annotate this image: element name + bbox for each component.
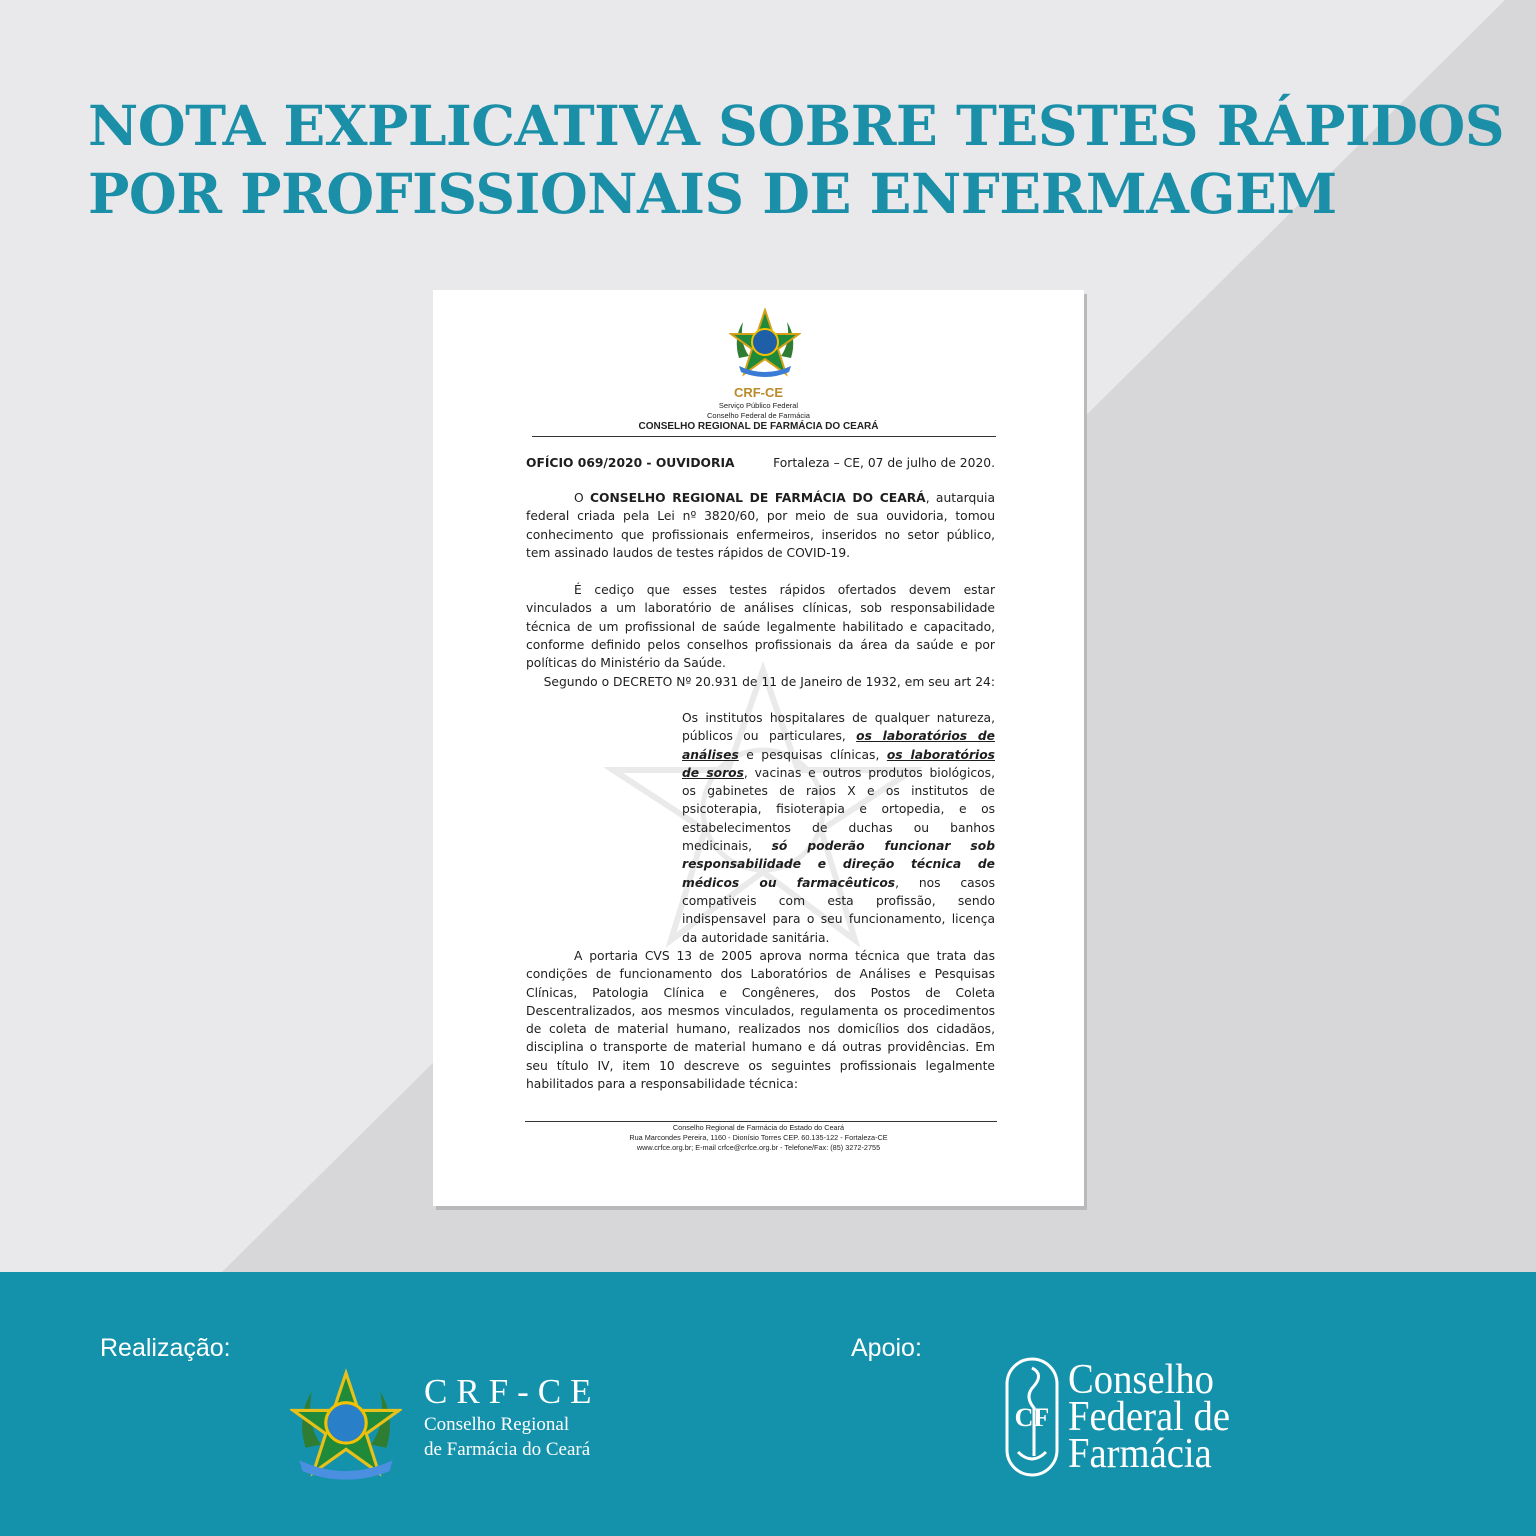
svg-text:CF: CF [1014,1403,1050,1432]
header-divider [532,436,996,437]
document-reference-line [526,454,995,472]
document-footer [433,1123,1084,1153]
p1-post: , autarquia federal criada pela Lei nº 3820/60, por meio de sua ouvidoria, tomou conhecimento que profissionais enfermeiros, inseridos no setor público, tem assinado laudos de testes rápidos de COVID-19. [526,491,995,560]
brazil-coat-of-arms-icon [729,308,801,380]
p4-text: A portaria CVS 13 de 2005 aprova norma técnica que trata das condições de funcionamento dos Laboratórios de Análises e Pesquisas Clínicas, Patologia Clínica e Congêneres, dos Postos de Coleta Descentralizados, aos mesmos vinculados, regulamenta os procedimentos de coleta de material humano, realizados nos domicílios dos cidadãos, disciplina o transporte de material humano e dá outras providências. Em seu título IV, item 10 descreve os seguintes profissionais legalmente habilitados para a responsabilidade técnica: [526,949,995,1092]
footer-band [0,1272,1536,1536]
quote-s3: e pesquisas clínicas, [738,747,887,762]
crf-ce-logo [424,1372,601,1462]
crf-ce-name: CRF-CE [424,1372,601,1411]
footer-line-2: Rua Marcondes Pereira, 1160 - Dionísio Torres CEP. 60.135-122 - Fortaleza-CE [629,1133,888,1142]
crf-ce-line-2: de Farmácia do Ceará [424,1439,591,1460]
title-line-1: NOTA EXPLICATIVA SOBRE TESTES RÁPIDOS [88,93,1505,158]
realizacao-label: Realização: [100,1334,231,1362]
header-line-1: Serviço Público Federal [718,401,799,410]
header-line-2: Conselho Federal de Farmácia [707,411,810,420]
footer-line-1: Conselho Regional de Farmácia do Estado do Ceará [672,1123,845,1132]
p3-text: Segundo o DECRETO Nº 20.931 de 11 de Janeiro de 1932, em seu art 24: [543,675,995,689]
apoio-label: Apoio: [851,1334,922,1362]
p2-text: É cediço que esses testes rápidos ofertados devem estar vinculados a um laboratório de análises clínicas, sob responsabilidade técnica de um profissional de saúde legalmente habilitado e capacitado, conforme definido pelos conselhos profissionais da área da saúde e por políticas do Ministério da Saúde. [526,583,995,671]
title-line-2: POR PROFISSIONAIS DE ENFERMAGEM [88,161,1337,226]
document-page [433,290,1084,1206]
cff-logo [1068,1357,1231,1477]
cff-line-1: Conselho [1068,1357,1214,1403]
quote-s5: , vacinas e outros produtos biológicos, os gabinetes de raios X e os institutos de psicoterapia, fisioterapia e ortopedia, e os estabelecimentos de duchas ou banhos medicinais, [682,765,995,854]
footer-line-3: www.crfce.org.br; E-mail crfce@crfce.org.br - Telefone/Fax: (85) 3272-2755 [636,1143,881,1152]
paragraph-1 [526,489,995,562]
quote-s4-emphasis: os laboratórios de soros [682,747,995,780]
cff-line-2: Federal de [1068,1394,1231,1440]
page-title [88,92,1504,228]
quote-s1: Os institutos hospitalares de qualquer natureza, públicos ou particulares, [682,711,995,744]
header-acronym: CRF-CE [733,385,784,400]
paragraph-3 [526,673,995,691]
quote-s2-emphasis: os laboratórios de análises [682,729,995,762]
paragraph-2 [526,581,995,672]
crf-ce-line-1: Conselho Regional [424,1414,570,1435]
document-date: Fortaleza – CE, 07 de julho de 2020. [773,456,995,470]
quote-s7: , nos casos compativeis com esta profissão, sendo indispensavel para o seu funcionamento, licença da autoridade sanitária. [682,875,995,945]
decree-quote [682,709,995,947]
p1-bold: CONSELHO REGIONAL DE FARMÁCIA DO CEARÁ [590,491,926,505]
cff-line-3: Farmácia [1068,1431,1212,1477]
oficio-number: OFÍCIO 069/2020 - OUVIDORIA [526,456,735,470]
header-organization: CONSELHO REGIONAL DE FARMÁCIA DO CEARÁ [638,421,879,432]
footer-divider [525,1121,997,1122]
quote-s6-emphasis: só poderão funcionar sob responsabilidade e direção técnica de médicos ou farmacêuticos [682,839,995,890]
paragraph-4 [526,947,995,1093]
cff-caduceus-icon [1004,1356,1060,1478]
p1-pre: O [574,491,590,505]
crf-ce-emblem-icon [290,1368,402,1484]
